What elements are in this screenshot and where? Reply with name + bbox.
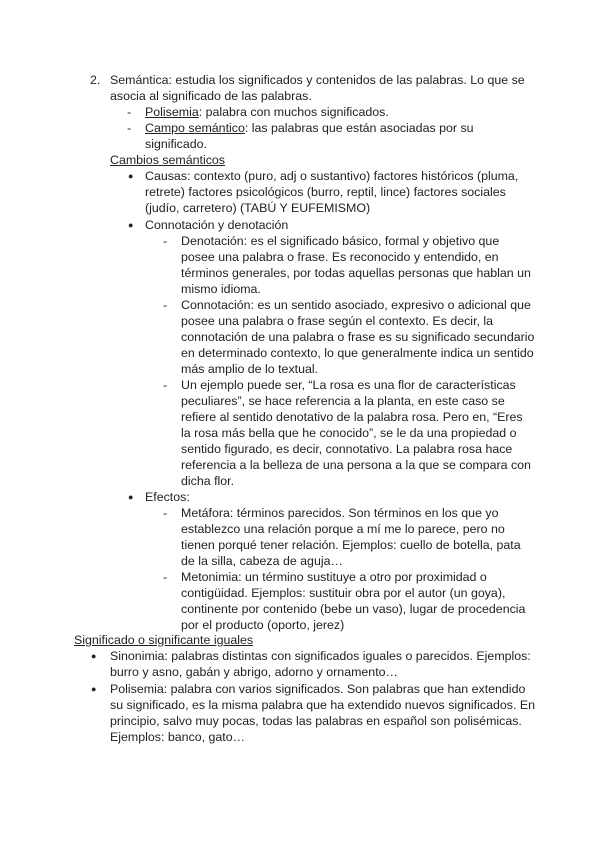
list-number: 2. <box>90 73 101 87</box>
metafora-line: tienen porqué tener relación. Ejemplos: cuello de botella, pata <box>181 538 521 552</box>
sinonimia-line: Sinonimia: palabras distintas con significados iguales o parecidos. Ejemplos: <box>110 649 531 663</box>
polisemia-definition: : palabra con muchos significados. <box>198 105 389 119</box>
connotacion-line: Connotación: es un sentido asociado, expresivo o adicional que <box>181 298 531 312</box>
campo-semantico-definition: : las palabras que están asociadas por su <box>244 121 474 135</box>
connotacion-heading: Connotación y denotación <box>145 218 289 232</box>
dash-marker: - <box>163 298 168 312</box>
cambios-heading: Cambios semánticos <box>110 153 226 167</box>
bullet-icon: ● <box>91 651 97 661</box>
polisemia-item <box>145 104 389 121</box>
bullet-icon: ● <box>91 684 97 694</box>
ejemplo-line: la rosa más bella que he conocido”, se le da una propiedad o <box>181 426 517 440</box>
denotacion-line: posee una palabra o frase. Es reconocido y entendido, en <box>181 250 499 264</box>
sinonimia-line: burro y asno, gabán y abrigo, adorno y ornamento… <box>110 665 398 679</box>
dash-marker: - <box>127 121 132 135</box>
ejemplo-line: sentido figurado, es decir, connotativo. La palabra rosa hace <box>181 442 513 456</box>
dash-marker: - <box>163 570 168 584</box>
dash-marker: - <box>163 234 168 248</box>
ejemplo-line: Un ejemplo puede ser, “La rosa es una flor de características <box>181 378 516 392</box>
campo-semantico-term: Campo semántico <box>145 121 245 135</box>
metonimia-line: por el producto (oporto, jerez) <box>181 618 345 632</box>
semantica-line-1: Semántica: estudia los significados y contenidos de las palabras. Lo que se <box>110 73 525 87</box>
ejemplo-line: refiere al sentido denotativo de la palabra rosa. Pero en, “Eres <box>181 410 523 424</box>
denotacion-line: Denotación: es el significado básico, formal y objetivo que <box>181 234 500 248</box>
denotacion-line: términos generales, por todas aquellas personas que hablan un <box>181 266 531 280</box>
dash-marker: - <box>163 378 168 392</box>
metonimia-line: continente por contenido (bebe un vaso), lugar de procedencia <box>181 602 526 616</box>
polisemia-line: su significado, es la misma palabra que ha extendido nuevos significados. En <box>110 698 535 712</box>
bullet-icon: ● <box>128 220 134 230</box>
metonimia-line: Metonimia: un término sustituye a otro por proximidad o <box>181 570 487 584</box>
metafora-line: de la silla, cabeza de aguja… <box>181 554 343 568</box>
causas-line: (judío, carretero) (TABÚ Y EUFEMISMO) <box>145 201 371 215</box>
denotacion-line: mismo idioma. <box>181 282 261 296</box>
connotacion-line: connotación de una palabra o frase es su significado secundario <box>181 330 535 344</box>
ejemplo-line: referencia a la belleza de una persona a la que se compara con <box>181 458 531 472</box>
polisemia-line: principio, salvo muy pocas, todas las palabras en español son polisémicas. <box>110 714 522 728</box>
metonimia-line: contigüidad. Ejemplos: sustituir obra por el autor (un goya), <box>181 586 506 600</box>
significado-heading: Significado o significante iguales <box>74 633 254 647</box>
semantica-line-2: asocia al significado de las palabras. <box>110 89 312 103</box>
dash-marker: - <box>163 506 168 520</box>
connotacion-line: más amplio de lo textual. <box>181 362 319 376</box>
polisemia-line: Ejemplos: banco, gato… <box>110 730 245 744</box>
bullet-icon: ● <box>128 492 134 502</box>
dash-marker: - <box>127 105 132 119</box>
metafora-line: Metáfora: términos parecidos. Son términos en los que yo <box>181 506 499 520</box>
connotacion-line: posee una palabra o frase según el contexto. Es decir, la <box>181 314 494 328</box>
ejemplo-line: dicha flor. <box>181 474 235 488</box>
causas-line: Causas: contexto (puro, adj o sustantivo) factores históricos (pluma, <box>145 169 519 183</box>
efectos-heading: Efectos: <box>145 490 190 504</box>
polisemia-term: Polisemia <box>145 105 199 119</box>
campo-semantico-item <box>145 120 474 137</box>
metafora-line: establezco una relación porque a mí me lo parece, pero no <box>181 522 505 536</box>
bullet-icon: ● <box>128 171 134 181</box>
polisemia-line: Polisemia: palabra con varios significados. Son palabras que han extendido <box>110 682 526 696</box>
connotacion-line: en determinado contexto, lo que generalmente indica un sentido <box>181 346 534 360</box>
campo-semantico-line-2: significado. <box>145 137 207 151</box>
ejemplo-line: peculiares”, se hace referencia a la planta, en este caso se <box>181 394 505 408</box>
causas-line: retrete) factores psicológicos (burro, reptil, lince) factores sociales <box>145 185 506 199</box>
